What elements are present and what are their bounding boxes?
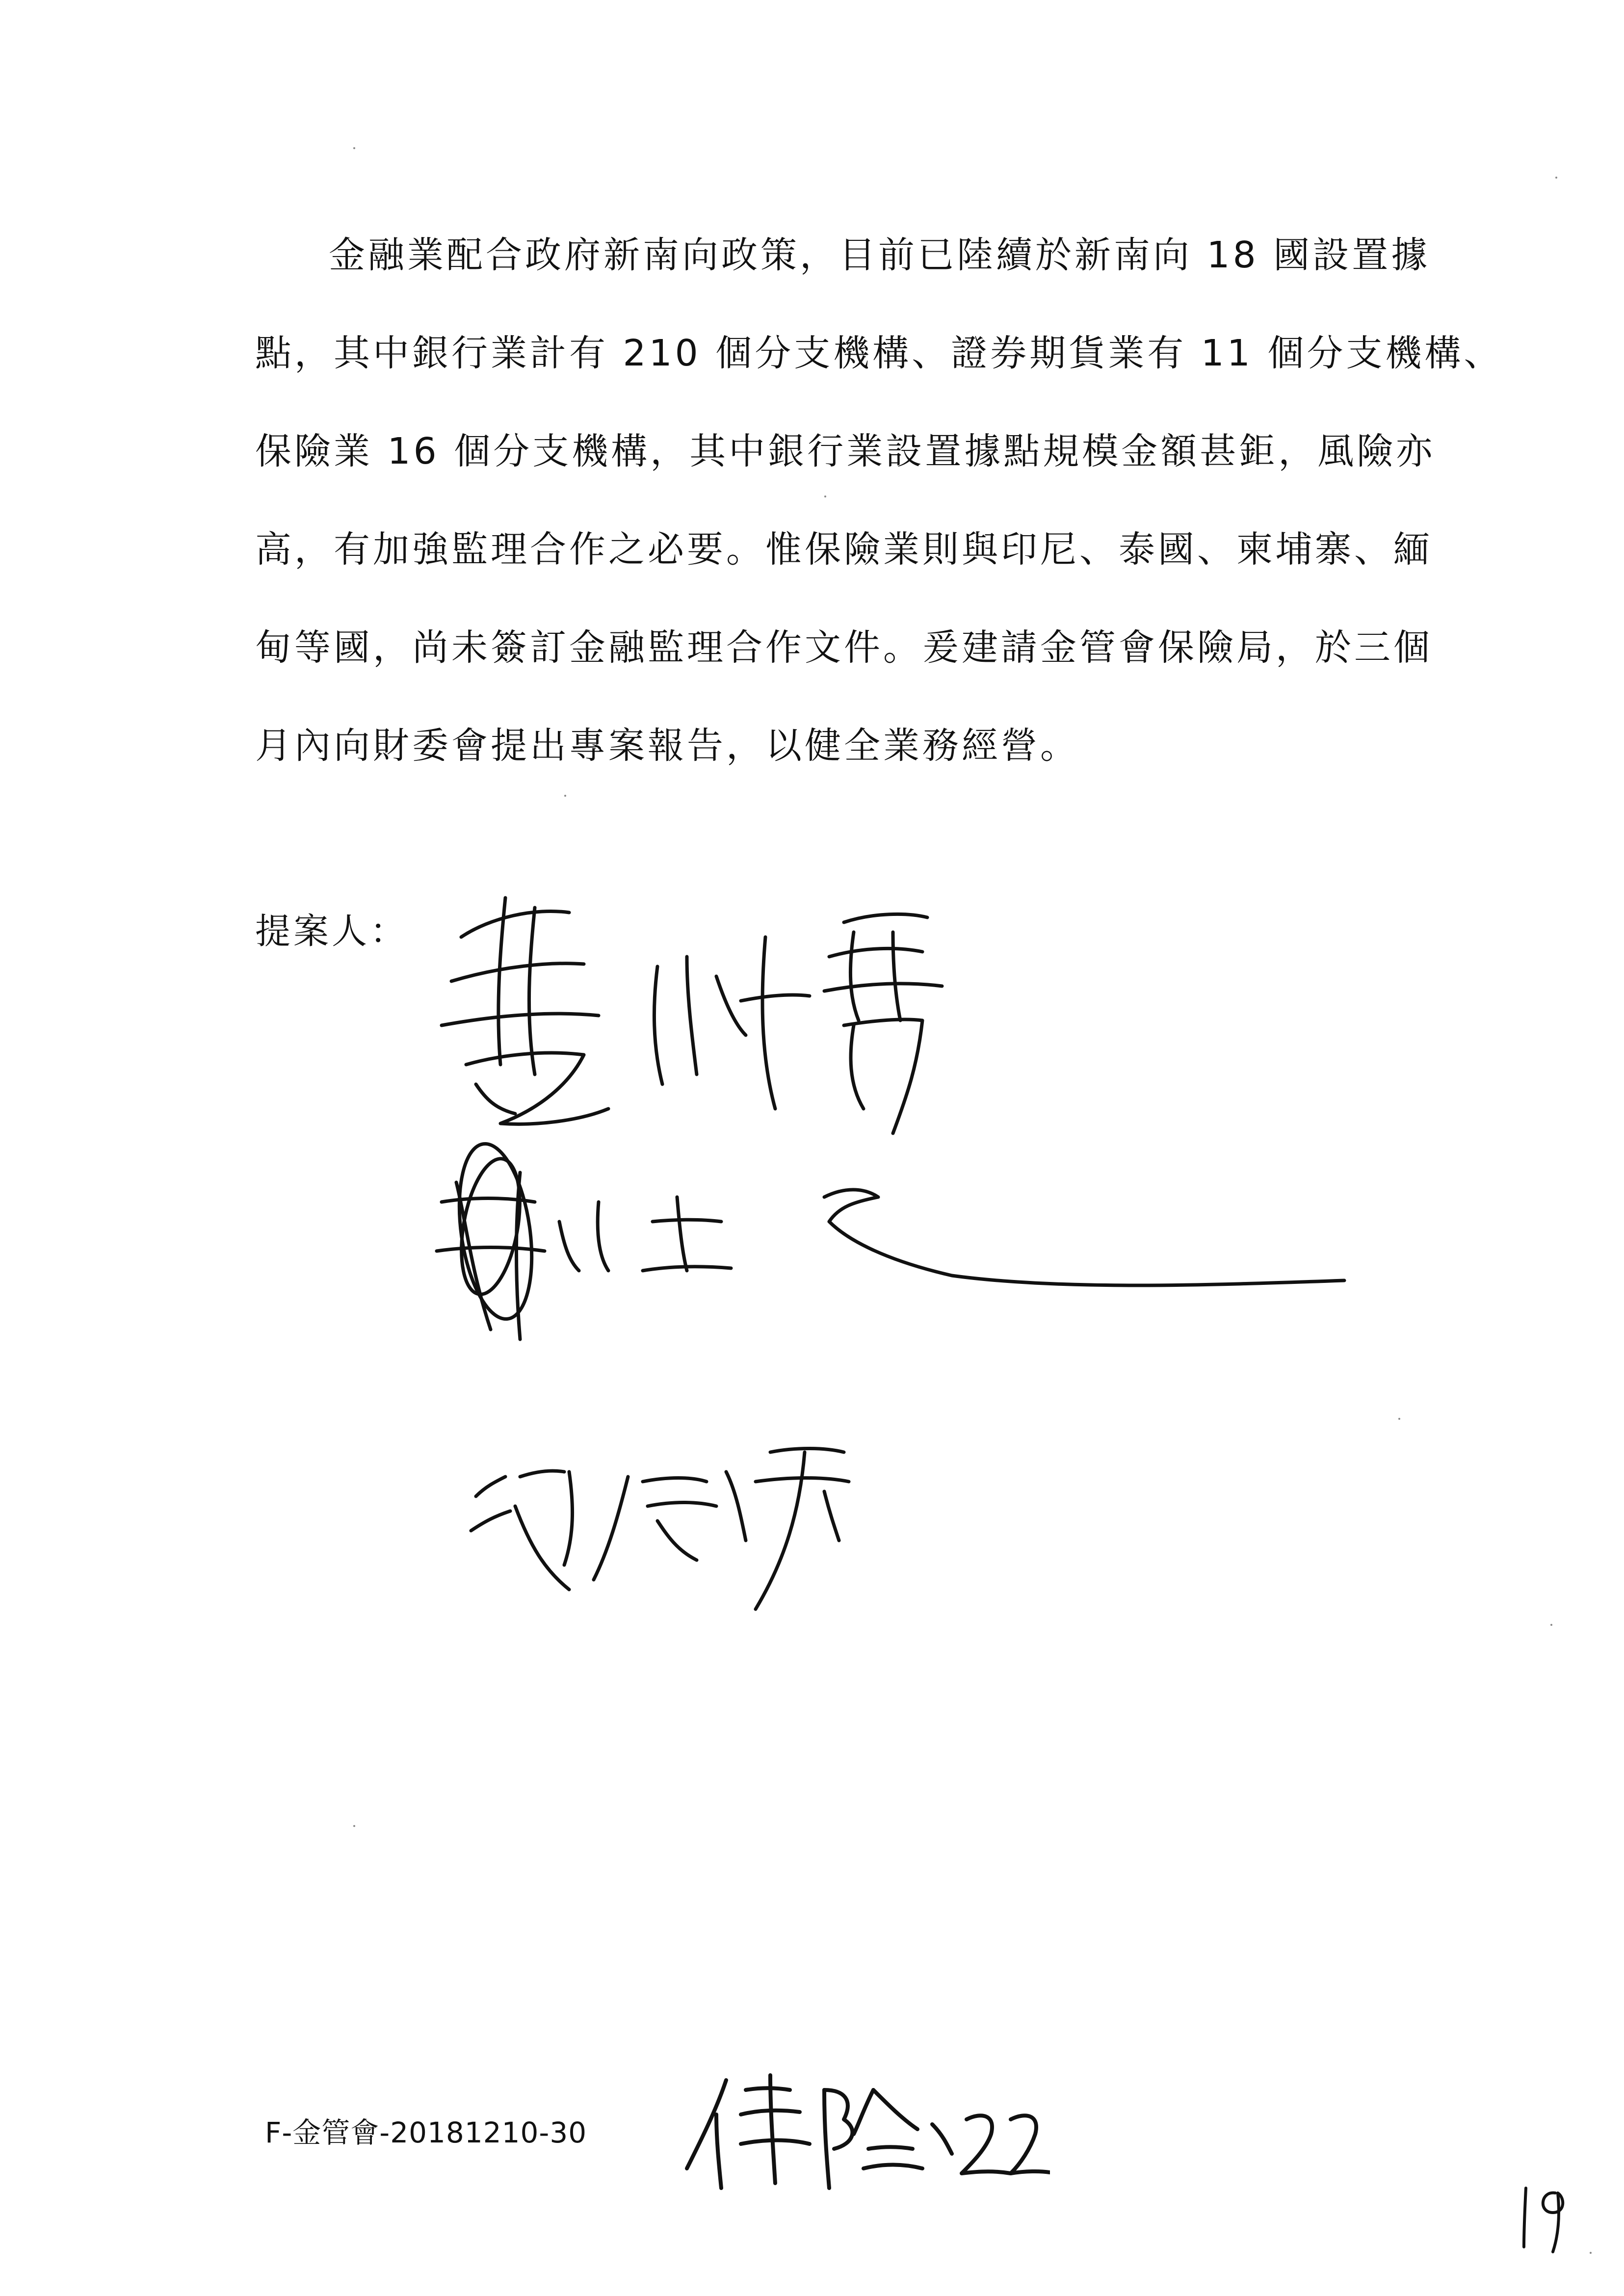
handwritten-signature-1	[422, 878, 991, 1153]
body-line: 甸等國，尚未簽訂金融監理合作文件。爰建請金管會保險局，於三個	[255, 626, 1433, 669]
body-line: 月內向財委會提出專案報告，以健全業務經營。	[255, 725, 1079, 767]
handwritten-footer-annotation	[677, 2061, 1050, 2198]
scan-speck	[1555, 177, 1557, 179]
body-line: 金融業配合政府新南向政策，目前已陸續於新南向 18 國設置據	[329, 234, 1431, 276]
scan-speck	[564, 795, 566, 797]
scan-speck	[1550, 1624, 1552, 1626]
body-line: 點，其中銀行業計有 210 個分支機構、證券期貨業有 11 個分支機構、	[255, 332, 1503, 374]
handwritten-page-number	[1511, 2178, 1580, 2257]
document-reference-code: F-金管會-20181210-30	[265, 2116, 587, 2149]
motion-body-text	[255, 206, 1503, 795]
handwritten-signature-2	[422, 1123, 1354, 1398]
handwritten-signature-3	[451, 1423, 893, 1619]
body-line: 高，有加強監理合作之必要。惟保險業則與印尼、泰國、柬埔寨、緬	[255, 528, 1433, 571]
scan-speck	[353, 147, 355, 149]
scan-speck	[1590, 2252, 1592, 2254]
scan-speck	[824, 496, 826, 497]
scan-speck	[1398, 1418, 1400, 1420]
scan-speck	[353, 1825, 355, 1827]
body-line: 保險業 16 個分支機構，其中銀行業設置據點規模金額甚鉅，風險亦	[255, 430, 1436, 472]
proposer-label: 提案人：	[255, 911, 409, 952]
